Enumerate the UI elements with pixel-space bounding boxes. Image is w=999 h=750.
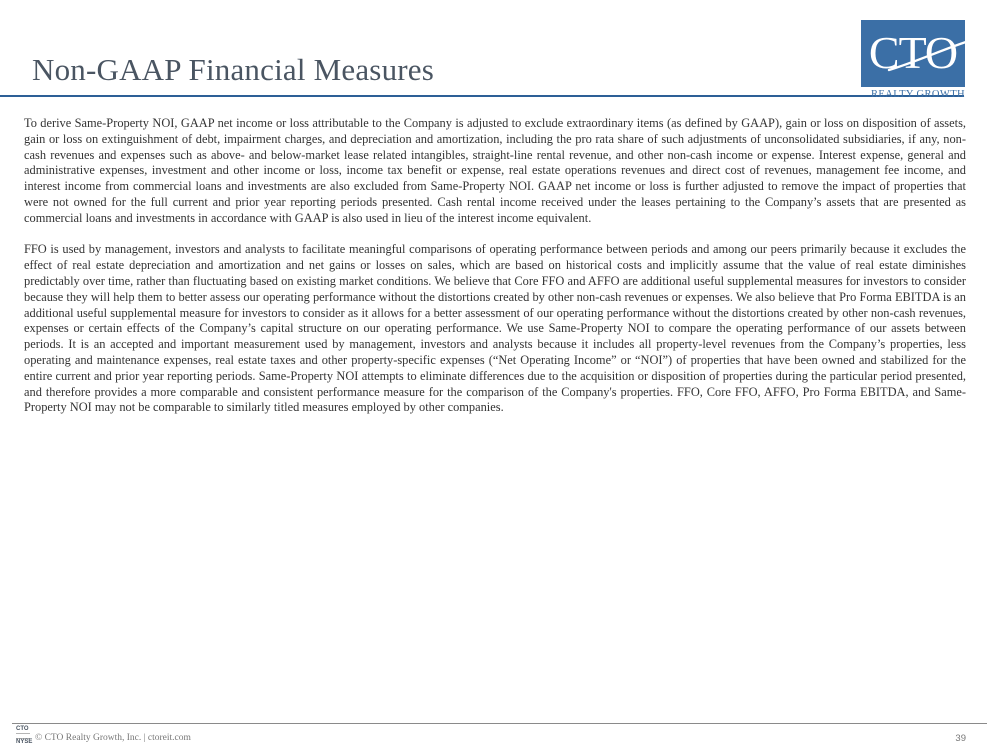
footer-copyright: © CTO Realty Growth, Inc. | ctoreit.com (35, 733, 191, 743)
paragraph-same-property-noi: To derive Same-Property NOI, GAAP net income or loss attributable to the Company is adjusted to exclude extraordinary items (as defined by GAAP), gain or loss on disposition of assets, gain or loss on extinguishment of debt, impairment charges, and depreciation and amortization, including the pro rata share of such adjustments of unconsolidated subsidiaries, if any, non-cash revenues and expenses such as above- and below-market lease related intangibles, straight-line rental revenue, and other non-cash income or expense. Interest expense, general and administrative expenses, investment and other income or loss, income tax benefit or expense, real estate operations revenues and direct cost of revenues, management fee income, and interest income from commercial loans and investments are also excluded from Same-Property NOI. GAAP net income or loss is further adjusted to remove the impact of properties that were not owned for the full current and prior year reporting periods presented. Cash rental income received under the leases pertaining to the Company’s assets that are presented as commercial loans and investments in accordance with GAAP is also used in lieu of the interest income equivalent. (24, 116, 966, 225)
logo-text: CTO (868, 27, 958, 78)
logo-swoosh-icon (861, 20, 973, 87)
company-logo (861, 20, 965, 101)
page-title: Non-GAAP Financial Measures (32, 52, 435, 87)
footer-logo-icon (14, 726, 36, 748)
logo-subtitle: REALTY GROWTH (871, 89, 965, 100)
title-divider (0, 95, 964, 97)
paragraph-ffo: FFO is used by management, investors and analysts to facilitate meaningful comparisons of operating performance between periods and among our peers primarily because it excludes the effect of real estate depreciation and amortization and net gains or losses on sales, which are based on historical costs and implicitly assume that the value of real estate diminishes predictably over time, rather than fluctuating based on existing market conditions. We believe that Core FFO and AFFO are additional useful supplemental measures for investors to consider because they will help them to better assess our operating performance without the distortions created by other non-cash revenues or expenses. We also believe that Pro Forma EBITDA is an additional useful supplemental measure for investors to consider as it allows for a better assessment of our operating performance without the distortions created by other non-cash revenues, expenses or certain effects of the Company’s capital structure on our operating performance. We use Same-Property NOI to compare the operating performance of our assets between periods. It is an accepted and important measurement used by management, investors and analysts because it includes all property-level revenues from the Company’s properties, less operating and maintenance expenses, real estate taxes and other property-specific expenses (“Net Operating Income” or “NOI”) of properties that have been owned and stabilized for the entire current and prior year reporting periods. Same-Property NOI attempts to eliminate differences due to the acquisition or disposition of properties during the particular period presented, and therefore provides a more comparable and consistent performance measure for the comparison of the Company's properties. FFO, Core FFO, AFFO, Pro Forma EBITDA, and Same-Property NOI may not be comparable to similarly titled measures employed by other companies. (24, 242, 966, 415)
footer-divider (12, 723, 987, 724)
footer-logo-bottom: NYSE (16, 739, 33, 745)
body-content (24, 116, 966, 432)
page-number: 39 (955, 733, 966, 744)
footer-logo-top: CTO (16, 726, 29, 732)
